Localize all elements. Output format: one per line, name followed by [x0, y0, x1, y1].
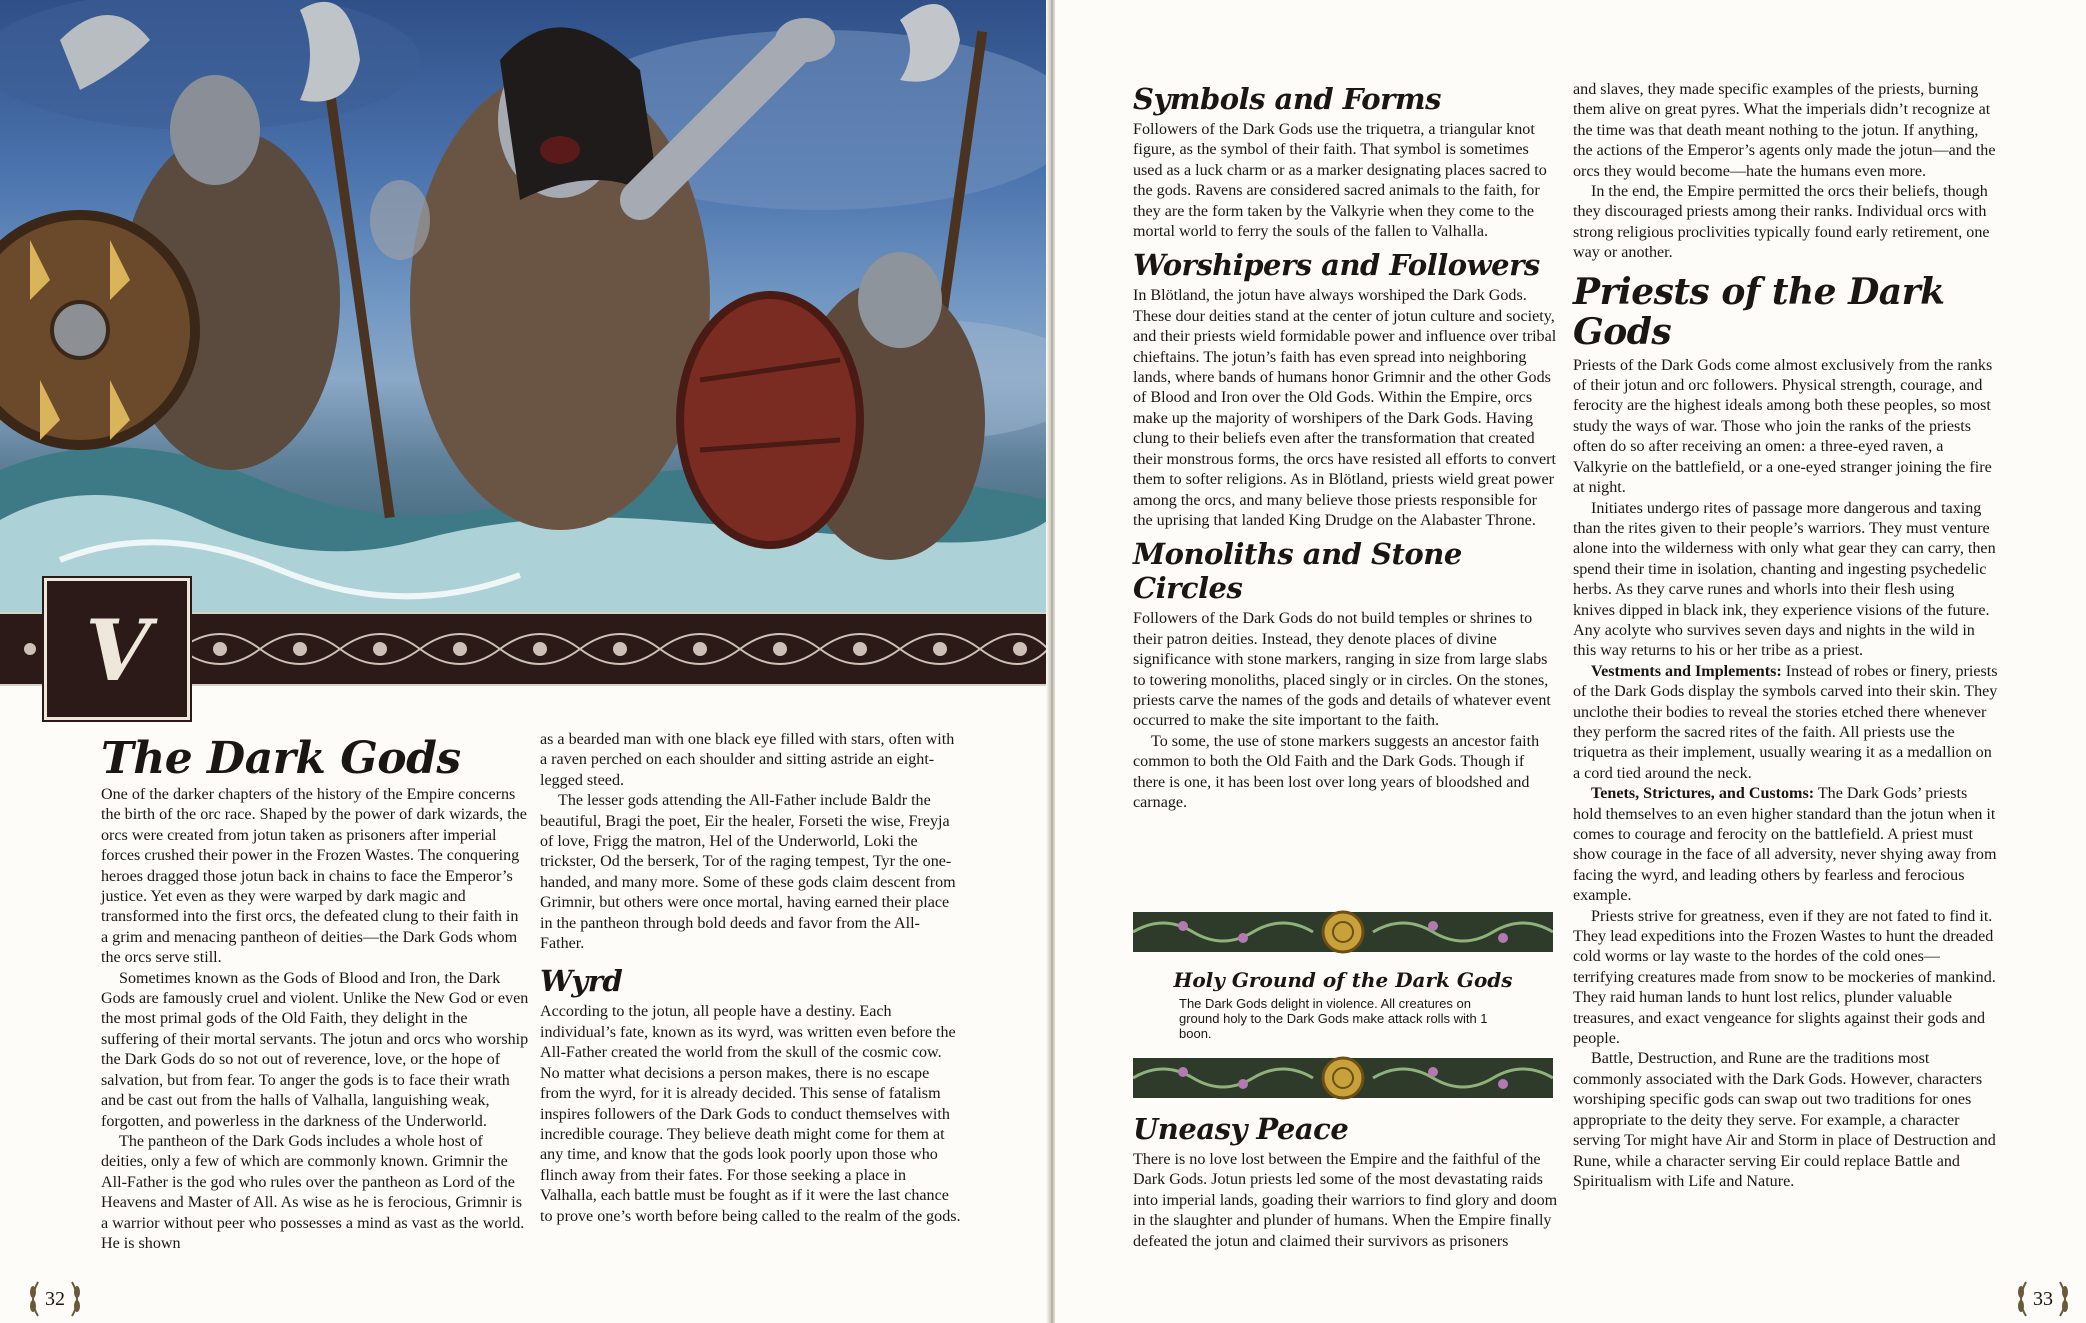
vine-border-icon — [1133, 1056, 1553, 1100]
paragraph: Followers of the Dark Gods do not build temples or shrines to their patron deities. Instead, they denote places of divine significance with stone markers, ranging in size from large slabs to towering monoliths, placed singly or in circles. On the stones, priests carve the names of the gods and details of whatever event occurred to make the site important to the faith. — [1133, 610, 1551, 730]
page-number-left — [32, 1282, 78, 1316]
left-column-1 — [101, 735, 529, 1254]
paragraph: and slaves, they made specific examples of the priests, burning them alive on great pyres. What the imperials didn’t recognize at the time was that death meant nothing to the jotun. If anything, the actions of the Emperor’s agents only made the jotun—and the orcs they would become—hate the humans even more. — [1573, 81, 1996, 180]
paragraph: According to the jotun, all people have a destiny. Each individual’s fate, known as its wyrd, was written even before the All-Father created the world from the skull of the cosmic cow. No matter what decisions a person makes, there is no escape from the wyrd, for it is already decided. This sense of fatalism inspires followers of the Dark Gods to conduct themselves with incredible courage. They believe death might come for them at any time, and know that the gods look poorly upon those who flinch away from their fates. For those seeking a place in Valhalla, each battle must be fought as if it were the last chance to prove one’s worth before being called to the realm of the gods. — [540, 1003, 961, 1225]
chapter-numeral-box — [44, 578, 190, 720]
paragraph: Sometimes known as the Gods of Blood and Iron, the Dark Gods are famously cruel and violent. Unlike the New God or even the most primal gods of the Old Faith, they delight in the suffering of their mortal servants. The jotun and orcs who worship the Dark Gods do so not out of reverence, love, or the hope of salvation, but from fear. To anger the gods is to face their wrath and be cast out from the halls of Valhalla, languishing weak, forgotten, and powerless in the darkness of the Underworld. — [101, 969, 529, 1130]
paragraph: The lesser gods attending the All-Father include Baldr the beautiful, Bragi the poet, Eir the healer, Forseti the wise, Freyja of love, Frigg the matron, Hel of the Underworld, Loki the trickster, Od the berserk, Tor of the raging tempest, Tyr the one-handed, and many more. Some of these gods claim descent from Grimnir, but others were once mortal, having earned their place in the pantheon through bold deeds and favor from the All-Father. — [540, 792, 956, 953]
paragraph: The pantheon of the Dark Gods includes a whole host of deities, only a few of which are commonly known. Grimnir the All-Father is the god who rules over the pantheon as Lord of the Heavens and Master of All. As wise as he is ferocious, Grimnir is a warrior without peer who possesses a mind as vast as the world. He is shown — [101, 1132, 525, 1252]
holy-ground-sidebar — [1133, 910, 1553, 1105]
paragraph: as a bearded man with one black eye filled with stars, often with a raven perched on each shoulder and sitting astride an eight-legged steed. — [540, 731, 955, 789]
right-column-1 — [1133, 82, 1559, 813]
paragraph: There is no love lost between the Empire and the faithful of the Dark Gods. Jotun priests led some of the most devastating raids into imperial lands, goading their warriors to find glory and doom in the slaughter and plunder of humans. When the Empire finally defeated the jotun and claimed their survivors as prisoners — [1133, 1151, 1558, 1250]
section-heading-monoliths: Monoliths and Stone Circles — [1133, 537, 1462, 606]
paragraph-text: The Dark Gods’ priests hold themselves to an even higher standard than the jotun when it comes to courage and ferocity on the battlefield. A priest must show courage in the face of all adversity, never shying away from facing the wyrd, and leading others by fearless and ferocious example. — [1573, 785, 1997, 905]
sidebar-body — [1133, 968, 1553, 1041]
chapter-title: The Dark Gods — [101, 733, 461, 784]
run-in-heading: Tenets, Strictures, and Customs: — [1591, 785, 1815, 803]
chapter-numeral: V — [85, 601, 149, 700]
page-number-text: 32 — [45, 1288, 65, 1310]
paragraph: Priests strive for greatness, even if they are not fated to find it. They lead expeditions into the Frozen Wastes to hunt the dreaded cold worms or lay waste to the hordes of the cold ones—terrifying creatures made from snow to be mockeries of mankind. They raid human lands to hunt lost relics, plunder valuable treasures, and exact vengeance for slights against their gods and people. — [1573, 907, 1996, 1048]
paragraph-vestments — [1573, 662, 1999, 784]
paragraph: Initiates undergo rites of passage more dangerous and taxing than the rites given to their people’s warriors. They must venture alone into the wilderness with only what gear they can carry, then spend their time in isolation, chanting and ingesting psychedelic herbs. As they carve runes and whorls into their flesh using knives dipped in black ink, they experience visions of the future. Any acolyte who survives seven days and nights in the wild in this way returns to his or her tribe as a priest. — [1573, 499, 1996, 660]
right-column-2 — [1573, 80, 1999, 1192]
paragraph: Followers of the Dark Gods use the triquetra, a triangular knot figure, as the symbol of their faith. That symbol is sometimes used as a luck charm or as a marker designating places sacred to the gods. Ravens are considered sacred animals to the faith, for they are the form taken by the Valkyrie when they come to the mortal world to ferry the souls of the fallen to Valhalla. — [1133, 121, 1547, 241]
paragraph-text: Instead of robes or finery, priests of the Dark Gods display the symbols carved into their skin. They unclothe their bodies to reveal the stories etched there whenever they perform the sacred rites of the faith. All priests use the triquetra as their implement, usually wearing it as a medallion on a cord tied around the neck. — [1573, 662, 1998, 782]
paragraph-tenets — [1573, 784, 1999, 906]
chapter-illustration — [0, 0, 1048, 612]
paragraph: Battle, Destruction, and Rune are the traditions most commonly associated with the Dark Gods. However, characters worshiping specific gods can swap out two traditions for ones appropriate to the deity they serve. For example, a character serving Tor might have Air and Storm in place of Destruction and Rune, while a character serving Eir could replace Battle and Spiritualism with Life and Nature. — [1573, 1050, 1996, 1190]
section-heading-symbols: Symbols and Forms — [1133, 82, 1441, 116]
run-in-heading: Vestments and Implements: — [1591, 662, 1782, 680]
paragraph: In the end, the Empire permitted the orcs their beliefs, though they discouraged priests among their ranks. Individual orcs with strong religious proclivities typically found early retirement, one way or another. — [1573, 183, 1990, 262]
sidebar-title: Holy Ground of the Dark Gods — [1173, 968, 1513, 992]
section-heading-worshipers: Worshipers and Followers — [1133, 248, 1540, 283]
section-heading-uneasy-peace: Uneasy Peace — [1133, 1112, 1349, 1146]
paragraph: One of the darker chapters of the history of the Empire concerns the birth of the orc race. Shaped by the power of dark wizards, the orcs were created from jotun taken as prisoners after imperial forces crushed their power in the Frozen Wastes. The conquering heroes dragged those jotun back in chains to face the Emperor’s justice. Yet even as they were warped by dark magic and transformed into the first orcs, the defeated clung to their faith in a grim and menacing pantheon of deities—the Dark Gods whom the orcs serve still. — [101, 786, 527, 967]
page-number-right — [2020, 1282, 2066, 1316]
section-heading-wyrd: Wyrd — [540, 964, 623, 999]
sidebar-text: The Dark Gods delight in violence. All creatures on ground holy to the Dark Gods make attack rolls with 1 boon. — [1179, 996, 1488, 1041]
paragraph: Priests of the Dark Gods come almost exclusively from the ranks of their jotun and orc followers. Physical strength, courage, and ferocity are the highest ideals among both these peoples, so most study the ways of war. Those who join the ranks of the priests often do so after receiving an omen: a three-eyed raven, a Valkyrie on the battlefield, or a one-eyed stranger joining the fire at night. — [1573, 356, 1993, 497]
left-column-2 — [540, 730, 962, 1227]
vine-border-icon — [1133, 910, 1553, 954]
page-number-text: 33 — [2033, 1288, 2053, 1310]
section-heading-priests: Priests of the Dark Gods — [1573, 270, 1945, 353]
right-column-1-bottom — [1133, 1112, 1559, 1252]
paragraph: In Blötland, the jotun have always worshiped the Dark Gods. These dour deities stand at the center of jotun culture and society, and their priests wield formidable power and influence over tribal chieftains. The jotun’s faith has even spread into neighboring lands, where bands of humans honor Grimnir and the other Gods of Blood and Iron over the Old Gods. Within the Empire, orcs make up the majority of worshipers of the Dark Gods. Having clung to their beliefs even after the transformation that created their monstrous forms, the orcs have resisted all efforts to convert them to softer religions. As in Blötland, priests wield great power among the orcs, and many believe those priests responsible for the uprising that landed King Drudge on the Alabaster Throne. — [1133, 287, 1557, 529]
paragraph: To some, the use of stone markers suggests an ancestor faith common to both the Old Faith and the Dark Gods. Though if there is one, it has been lost over long years of bloodshed and carnage. — [1133, 732, 1540, 811]
